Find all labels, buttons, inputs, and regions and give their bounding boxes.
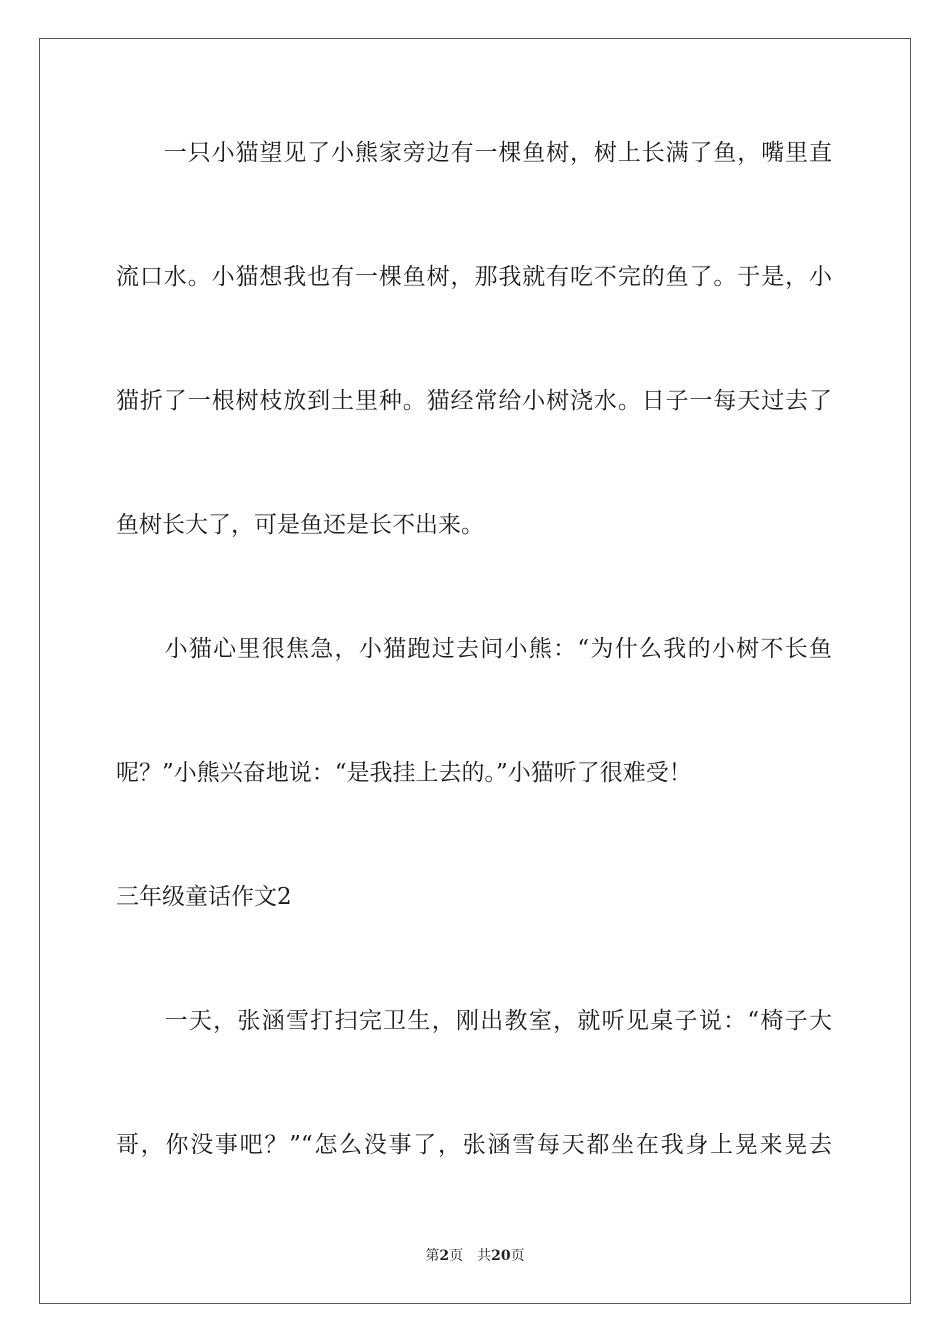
total-pages-label: 共20页 [477, 1248, 525, 1264]
paragraph-line: 小猫心里很焦急，小猫跑过去问小熊：“为什么我的小树不长鱼 [116, 636, 832, 662]
paragraph-line: 一天，张涵雪打扫完卫生，刚出教室，就听见桌子说：“椅子大 [116, 1008, 832, 1034]
paragraph-line: 一只小猫望见了小熊家旁边有一棵鱼树，树上长满了鱼，嘴里直 [116, 140, 832, 166]
paragraph-line: 猫折了一根树枝放到土里种。猫经常给小树浇水。日子一每天过去了 [116, 388, 832, 414]
page-label: 第2页 [425, 1248, 464, 1264]
page-footer [0, 1247, 950, 1265]
page-border [39, 38, 911, 1304]
paragraph-line: 呢？”小熊兴奋地说：“是我挂上去的。”小猫听了很难受！ [116, 760, 692, 786]
paragraph-line: 流口水。小猫想我也有一棵鱼树，那我就有吃不完的鱼了。于是，小 [116, 264, 832, 290]
section-heading: 三年级童话作文2 [116, 884, 292, 910]
paragraph-line: 哥，你没事吧？”“怎么没事了，张涵雪每天都坐在我身上晃来晃去 [116, 1132, 832, 1158]
paragraph-line: 鱼树长大了，可是鱼还是长不出来。 [116, 512, 484, 538]
